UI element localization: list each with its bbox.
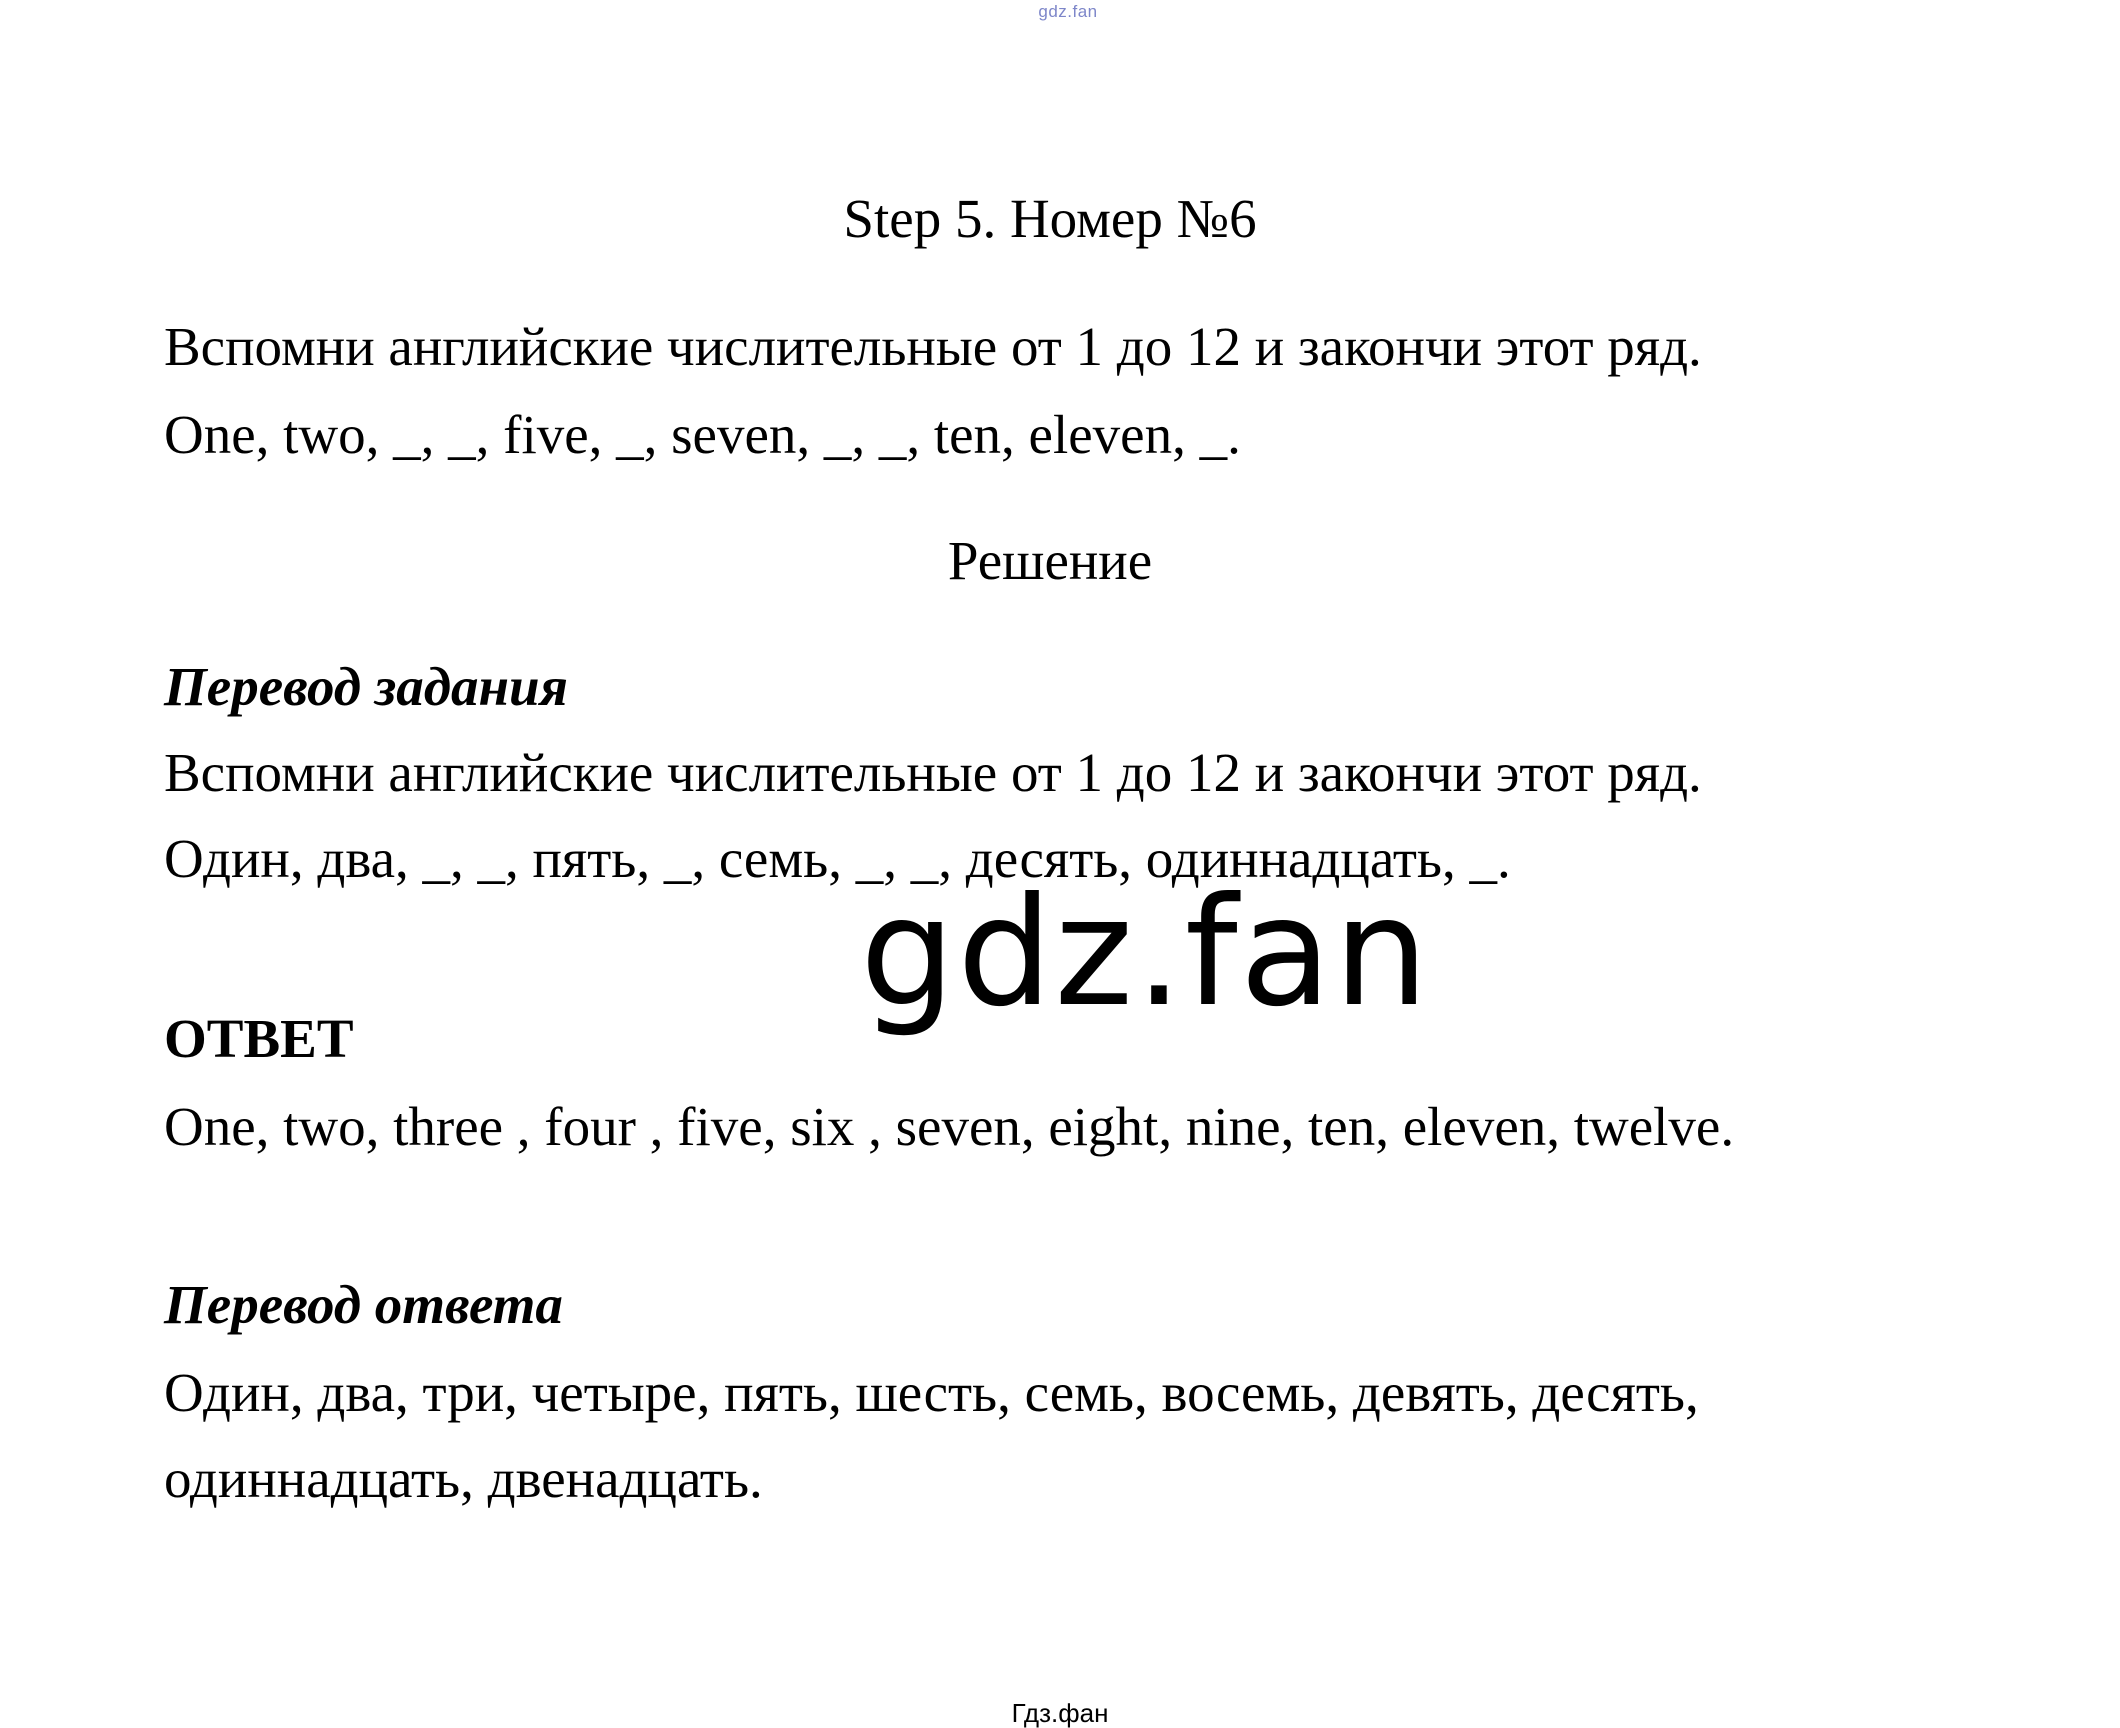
- answer-text: One, two, three , four , five, six , seven, eight, nine, ten, eleven, twelve.: [164, 1096, 1735, 1157]
- task-translation-instruction: Вспомни английские числительные от 1 до 12 и закончи этот ряд.: [164, 742, 1702, 803]
- answer-heading: ОТВЕТ: [164, 1008, 354, 1069]
- answer-translation-heading: Перевод ответа: [164, 1274, 563, 1335]
- answer-translation-line-2: одиннадцать, двенадцать.: [164, 1448, 763, 1509]
- page-title: Step 5. Номер №6: [843, 188, 1257, 249]
- footer-watermark: Гдз.фан: [1011, 1698, 1109, 1728]
- solution-heading: Решение: [947, 530, 1153, 591]
- top-watermark: gdz.fan: [1038, 2, 1098, 21]
- task-translation-heading: Перевод задания: [164, 656, 568, 717]
- task-instruction: Вспомни английские числительные от 1 до 12 и закончи этот ряд.: [164, 316, 1702, 377]
- task-sequence: One, two, _, _, five, _, seven, _, _, ten, eleven, _.: [164, 404, 1241, 465]
- task-translation-sequence: Один, два, _, _, пять, _, семь, _, _, десять, одиннадцать, _.: [164, 828, 1511, 889]
- center-watermark: gdz.fan: [860, 866, 1431, 1040]
- answer-translation-line-1: Один, два, три, четыре, пять, шесть, семь, восемь, девять, десять,: [164, 1362, 1699, 1423]
